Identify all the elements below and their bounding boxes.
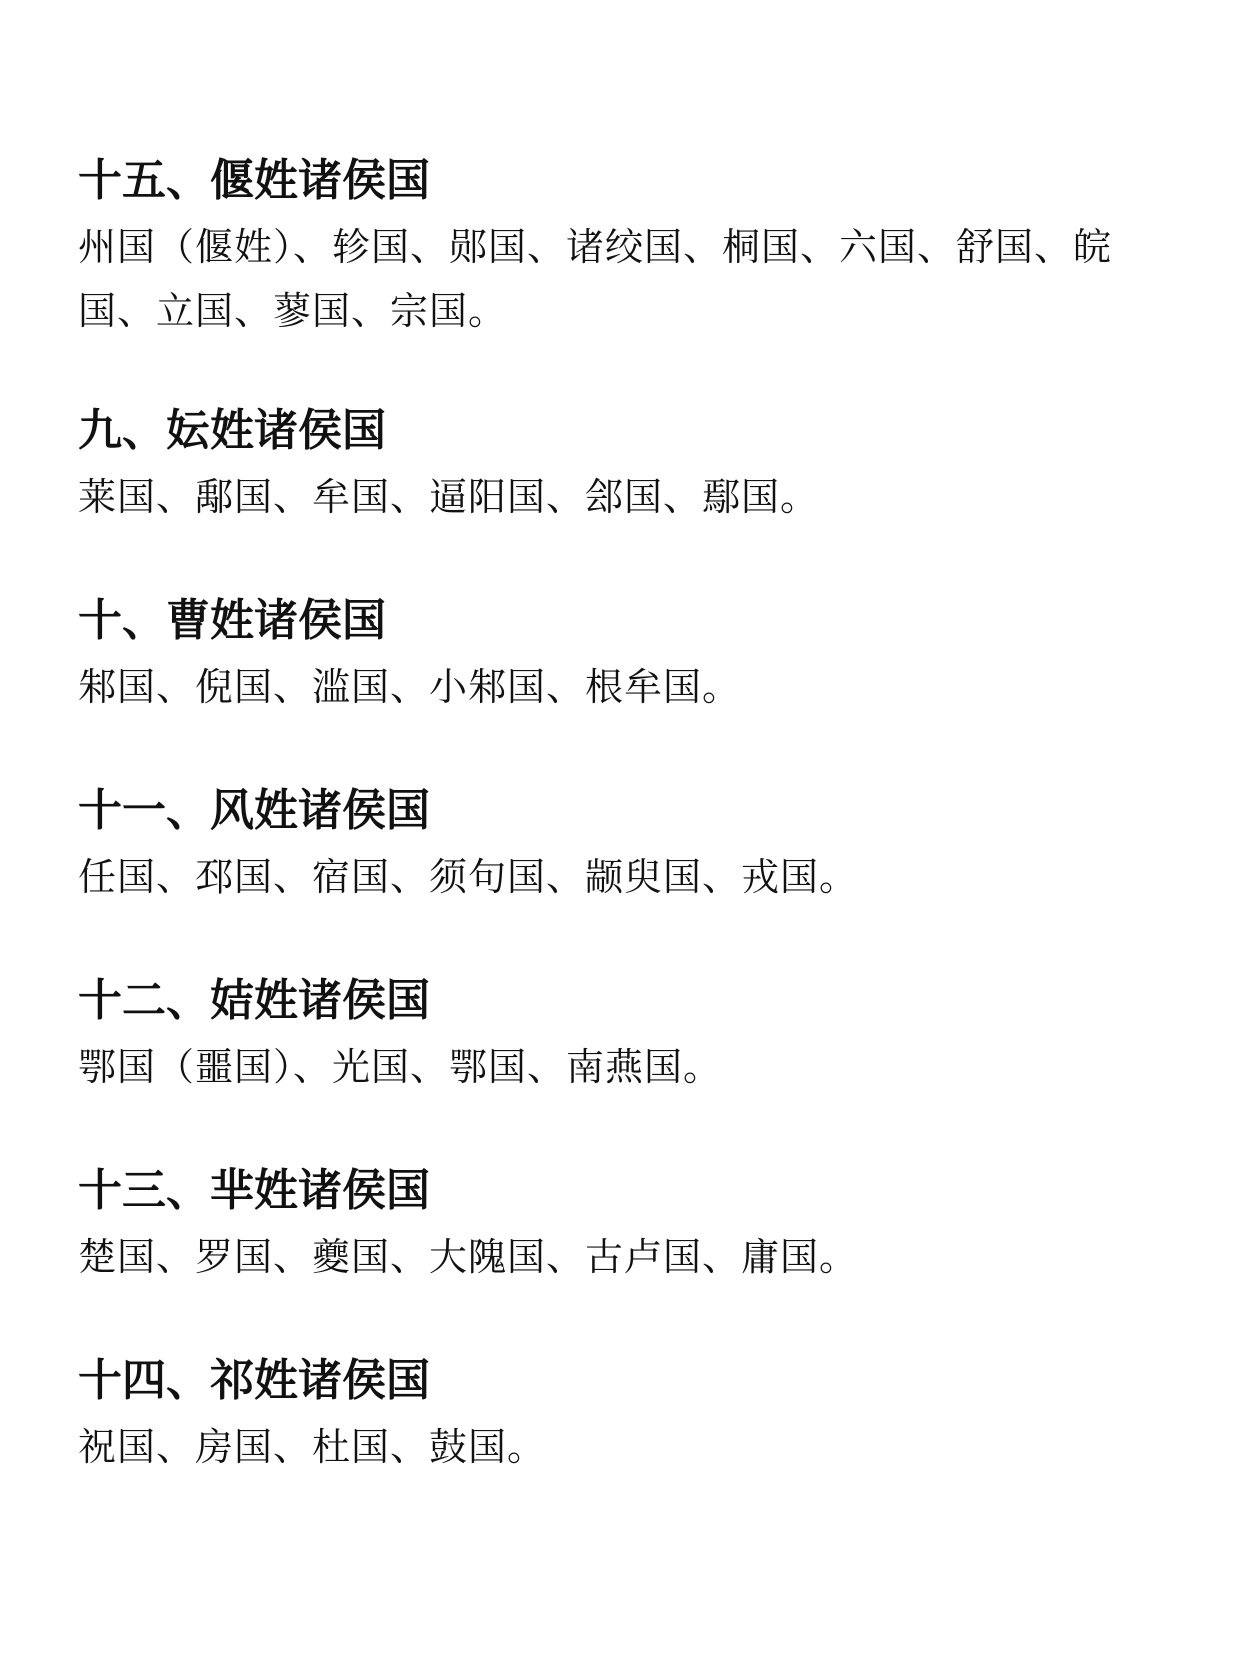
section-ji-surname (78, 975, 1178, 1099)
section-text: 祝国、房国、杜国、鼓国。 (78, 1425, 547, 1469)
section-heading: 十三、芈姓诸侯国 (78, 1165, 430, 1216)
section-heading: 十四、祁姓诸侯国 (78, 1355, 430, 1406)
section-feng-surname (78, 785, 1178, 909)
section-heading: 十、曹姓诸侯国 (78, 595, 386, 646)
section-qi-surname (78, 1355, 1178, 1479)
section-heading: 十二、姞姓诸侯国 (78, 975, 430, 1026)
section-yun-surname (78, 405, 1178, 529)
section-text: 邾国、倪国、滥国、小邾国、根牟国。 (78, 665, 742, 709)
section-yan-surname (78, 155, 1178, 343)
section-heading: 九、妘姓诸侯国 (78, 405, 386, 456)
section-heading: 十一、风姓诸侯国 (78, 785, 430, 836)
section-cao-surname (78, 595, 1178, 719)
section-text: 楚国、罗国、夔国、大隗国、古卢国、庸国。 (78, 1235, 859, 1279)
section-text: 州国（偃姓）、轸国、郧国、诸绞国、桐国、六国、舒国、皖国、立国、蓼国、宗国。 (78, 225, 1113, 333)
section-text: 莱国、鄅国、牟国、逼阳国、郐国、鄢国。 (78, 475, 820, 519)
section-mi-surname (78, 1165, 1178, 1289)
section-text: 任国、邳国、宿国、须句国、颛臾国、戎国。 (78, 855, 859, 899)
section-heading: 十五、偃姓诸侯国 (78, 155, 430, 206)
section-text: 鄂国（噩国）、光国、鄂国、南燕国。 (78, 1045, 723, 1089)
